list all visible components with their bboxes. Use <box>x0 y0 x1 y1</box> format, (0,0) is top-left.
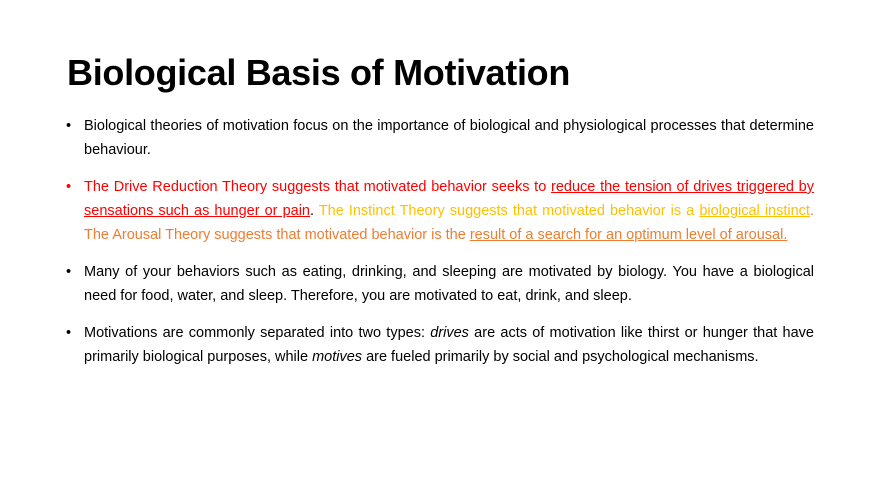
bullet-text: Many of your behaviors such as eating, drinking, and sleeping are motivated by biology. You have a biological need for food, water, and sleep. Therefore, you are motivated to eat, drink, and sleep. <box>84 264 814 304</box>
bullet-marker: • <box>66 118 72 134</box>
slide-title: Biological Basis of Motivation <box>67 52 571 93</box>
arousal-theory-intro: The Arousal Theory suggests that motivated behavior is the <box>84 227 470 243</box>
drive-theory-underlined: reduce the tension of drives triggered by sensations such as hunger or pain <box>84 179 814 219</box>
bullet-text-part: Motivations are commonly separated into two types: <box>84 325 431 341</box>
bullet-biological-theories <box>62 114 814 162</box>
instinct-theory-intro: The Instinct Theory suggests that motivated behavior is a <box>314 203 700 219</box>
motives-term: motives <box>312 349 363 365</box>
drives-term: drives <box>430 325 469 341</box>
bullet-theories <box>62 175 814 247</box>
bullet-behaviors <box>62 260 814 308</box>
arousal-theory-underlined: result of a search for an optimum level of arousal. <box>469 227 788 243</box>
bullet-motivation-types <box>62 321 814 369</box>
bullet-text: Biological theories of motivation focus on the importance of biological and physiological processes that determine behaviour. <box>84 118 814 158</box>
instinct-theory-underlined: biological instinct <box>699 203 810 219</box>
drive-theory-end: . <box>309 203 315 219</box>
bullet-marker: • <box>66 325 72 341</box>
bullet-marker: • <box>66 179 72 195</box>
bullet-marker: • <box>66 264 72 280</box>
bullet-text-part: are acts of motivation like thirst or hunger that have primarily biological purposes, while <box>84 325 814 365</box>
bullet-list <box>62 114 814 382</box>
drive-theory-intro: The Drive Reduction Theory suggests that motivated behavior seeks to <box>84 179 552 195</box>
bullet-text-part: are fueled primarily by social and psychological mechanisms. <box>362 349 759 365</box>
instinct-theory-end: . <box>809 203 814 219</box>
